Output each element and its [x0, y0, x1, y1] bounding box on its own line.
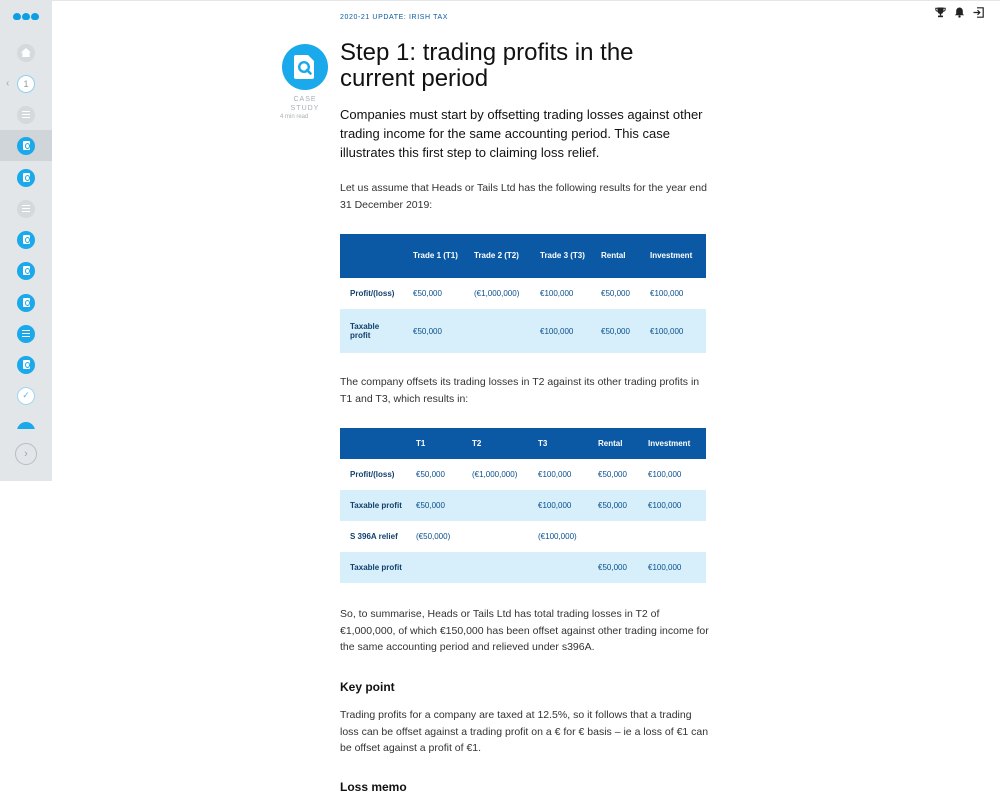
key-point-heading: Key point	[340, 680, 395, 694]
table-cell: €100,000	[644, 309, 706, 353]
table-cell: €100,000	[532, 490, 592, 521]
table-cell: (€100,000)	[538, 532, 577, 541]
intro-paragraph: Companies must start by offsetting trading losses against other trading income for the same accounting period. This case illustrates this first step to claiming loss relief.	[340, 107, 703, 160]
row-label: Taxable profit	[340, 309, 407, 353]
chevron-right-icon: ›	[24, 448, 28, 460]
table-row	[340, 278, 706, 309]
next-button[interactable]	[15, 443, 37, 465]
table-cell: €100,000	[540, 289, 574, 298]
row-label: S 396A relief	[350, 532, 398, 541]
table-header-cell: Investment	[644, 234, 706, 278]
table-cell: €50,000	[601, 289, 630, 298]
table-header-row	[340, 428, 706, 459]
results-table	[340, 234, 706, 353]
sidebar-item-case-study[interactable]	[0, 287, 52, 318]
row-label: Profit/(loss)	[350, 470, 395, 479]
series-label: 2020-21 UPDATE: IRISH TAX	[340, 14, 448, 21]
table-cell: €100,000	[650, 289, 684, 298]
table-cell: €100,000	[534, 309, 595, 353]
loss-memo-heading: Loss memo	[340, 780, 407, 794]
case-study-icon	[17, 422, 35, 429]
table-header-cell	[340, 428, 410, 459]
table-header-cell: T2	[466, 428, 532, 459]
table-cell: €50,000	[413, 289, 442, 298]
page-title: Step 1: trading profits in the current period	[340, 39, 634, 92]
table-cell: €50,000	[407, 309, 468, 353]
top-divider	[0, 0, 1000, 1]
table-cell: (€1,000,000)	[474, 289, 520, 298]
home-button[interactable]	[0, 37, 52, 68]
row-label: Taxable profit	[340, 490, 410, 521]
sidebar-item-article[interactable]	[0, 318, 52, 349]
top-right-toolbar	[935, 7, 984, 18]
article-icon	[17, 200, 35, 218]
article-icon	[17, 325, 35, 343]
case-study-icon	[17, 137, 35, 155]
check-icon: ✓	[17, 387, 35, 405]
table-cell: €50,000	[592, 490, 642, 521]
row-label: Profit/(loss)	[350, 289, 395, 298]
sidebar-item-article[interactable]	[0, 99, 52, 130]
table-row	[340, 459, 706, 490]
sidebar-item-case-study[interactable]	[0, 255, 52, 286]
table-cell: (€50,000)	[416, 532, 451, 541]
table-cell	[466, 490, 532, 521]
sidebar-item-case-study[interactable]	[0, 349, 52, 380]
case-study-label-line2: STUDY	[290, 105, 320, 112]
read-time: 4 min read	[280, 114, 309, 120]
table-header-cell: Rental	[595, 234, 644, 278]
sidebar-item-article[interactable]	[0, 193, 52, 224]
table-header-cell: T1	[410, 428, 466, 459]
sidebar-item-case-study-active[interactable]	[0, 130, 52, 161]
home-icon	[17, 44, 35, 62]
table-cell	[592, 521, 642, 552]
table-header-row	[340, 234, 706, 278]
table-cell	[410, 552, 466, 583]
table-row	[340, 552, 706, 583]
case-study-icon	[17, 231, 35, 249]
table-cell	[466, 521, 532, 552]
table-row	[340, 490, 706, 521]
table-header-cell: Trade 1 (T1)	[407, 234, 468, 278]
table-cell	[642, 521, 706, 552]
table-cell: €50,000	[416, 470, 445, 479]
case-study-badge-icon	[282, 44, 328, 90]
sidebar-item-partial[interactable]	[0, 411, 52, 429]
table-cell: €50,000	[598, 470, 627, 479]
app-logo[interactable]	[13, 13, 39, 20]
case-study-icon	[17, 169, 35, 187]
sidebar-item-quiz[interactable]	[0, 380, 52, 411]
sidebar	[0, 0, 52, 481]
table-cell: €50,000	[410, 490, 466, 521]
body-paragraph-1: Let us assume that Heads or Tails Ltd has the following results for the year end 31 December 2019:	[340, 182, 707, 211]
table-cell	[466, 552, 532, 583]
case-study-icon	[17, 356, 35, 374]
logout-icon[interactable]	[973, 7, 984, 18]
table-cell	[468, 309, 534, 353]
table-cell: €100,000	[642, 490, 706, 521]
case-study-label	[282, 95, 328, 113]
relief-table	[340, 428, 706, 583]
table-cell: €100,000	[538, 470, 572, 479]
table-header-cell: Rental	[592, 428, 642, 459]
table-header-cell: T3	[532, 428, 592, 459]
step-number: 1	[17, 75, 35, 93]
sidebar-item-step-1[interactable]	[0, 68, 52, 99]
table-cell: €50,000	[595, 309, 644, 353]
table-cell: (€1,000,000)	[472, 470, 518, 479]
body-paragraph-2: The company offsets its trading losses in T2 against its other trading profits in T1 and T3, which results in:	[340, 376, 700, 405]
table-cell	[532, 552, 592, 583]
case-study-icon	[17, 294, 35, 312]
table-row	[340, 521, 706, 552]
sidebar-item-case-study[interactable]	[0, 162, 52, 193]
table-cell: €100,000	[642, 552, 706, 583]
table-row	[340, 309, 706, 353]
chevron-left-icon[interactable]: ‹	[6, 78, 10, 89]
body-paragraph-4: Trading profits for a company are taxed at 12.5%, so it follows that a trading loss can be offset against a trading profit on a € for € basis – ie a loss of €1 can be offset against a profit of €1.	[340, 709, 709, 754]
article-icon	[17, 106, 35, 124]
sidebar-item-case-study[interactable]	[0, 224, 52, 255]
body-paragraph-3: So, to summarise, Heads or Tails Ltd has total trading losses in T2 of €1,000,000, of which €150,000 has been offset against other trading income for the same accounting period and relieved under s396A.	[340, 608, 709, 653]
table-header-cell: Trade 3 (T3)	[534, 234, 595, 278]
trophy-icon[interactable]	[935, 7, 946, 18]
row-label: Taxable profit	[340, 552, 410, 583]
bell-icon[interactable]	[954, 7, 965, 18]
case-study-icon	[17, 262, 35, 280]
table-header-cell: Trade 2 (T2)	[468, 234, 534, 278]
table-header-cell	[340, 234, 407, 278]
table-cell: €50,000	[592, 552, 642, 583]
table-cell: €100,000	[648, 470, 682, 479]
case-study-label-line1: CASE	[293, 96, 317, 103]
table-header-cell: Investment	[642, 428, 706, 459]
